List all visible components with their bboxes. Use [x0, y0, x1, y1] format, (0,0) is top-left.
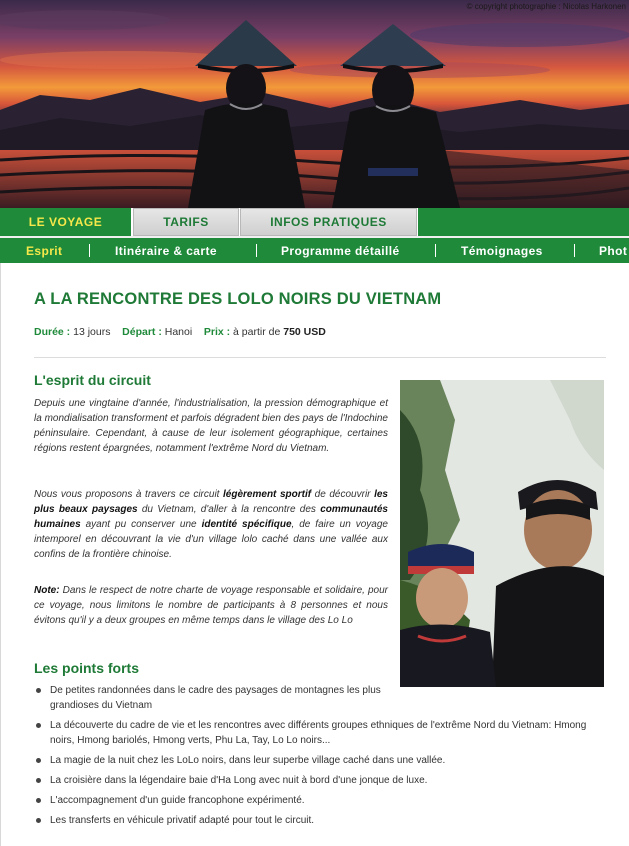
portrait-photo	[400, 380, 604, 687]
list-item: Les transferts en véhicule privatif adapté pour tout le circuit.	[34, 813, 594, 828]
tabs-filler	[418, 208, 629, 236]
list-item: De petites randonnées dans le cadre des paysages de montagnes les plus grandioses du Vietnam	[34, 683, 387, 713]
depart-value: Hanoi	[164, 326, 193, 338]
bullet-icon	[36, 758, 41, 763]
prix-prefix: à partir de	[233, 326, 281, 338]
prix-label: Prix :	[203, 326, 231, 338]
esprit-paragraph-1: Depuis une vingtaine d'année, l'industrialisation, la pression démographique et la mondialisation transforment et parfois dégradent bien des pays de l'Indochine péninsulaire. Cependant, à cause de leur isolement géographique, certaines régions restent épargnées, notamment l'extrême Nord du Vietnam.	[34, 398, 388, 454]
trip-meta	[34, 326, 326, 338]
tab-infos-pratiques[interactable]: INFOS PRATIQUES	[240, 208, 417, 236]
hero-banner	[0, 0, 629, 208]
duree-label: Durée :	[34, 326, 71, 338]
note-label: Note:	[34, 585, 60, 596]
bullet-icon	[36, 778, 41, 783]
subnav-item-photos[interactable]: Phot	[599, 243, 628, 258]
list-item: La croisière dans la légendaire baie d'Ha Long avec nuit à bord d'une jonque de luxe.	[34, 773, 594, 788]
portrait-image	[400, 380, 604, 687]
subnav-separator	[435, 244, 436, 257]
bullet-icon	[36, 723, 41, 728]
points-forts-list	[34, 683, 594, 833]
subnav-separator	[574, 244, 575, 257]
page-title: A LA RENCONTRE DES LOLO NOIRS DU VIETNAM	[34, 290, 442, 308]
bullet-icon	[36, 818, 41, 823]
copyright-notice: © copyright photographie : Nicolas Harkonen	[466, 2, 626, 11]
list-item: La magie de la nuit chez les LoLo noirs, dans leur superbe village caché dans une vallée.	[34, 753, 594, 768]
subnav-item-temoignages[interactable]: Témoignages	[461, 243, 543, 258]
list-item: L'accompagnement d'un guide francophone expérimenté.	[34, 793, 594, 808]
tab-tarifs[interactable]: TARIFS	[133, 208, 239, 236]
sub-navigation	[0, 236, 629, 263]
divider	[34, 357, 606, 358]
subnav-separator	[256, 244, 257, 257]
main-tabs	[0, 208, 629, 236]
duree-value: 13 jours	[73, 326, 111, 338]
bullet-icon	[36, 798, 41, 803]
list-item: La découverte du cadre de vie et les rencontres avec différents groupes ethniques de l'extrême Nord du Vietnam: Hmong noirs, Hmong bariolés, Hmong verts, Phu La, Tay, Lo Lo noirs...	[34, 718, 594, 748]
tab-le-voyage[interactable]: LE VOYAGE	[0, 208, 131, 236]
esprit-heading: L'esprit du circuit	[34, 372, 151, 388]
prix-value: 750 USD	[283, 326, 326, 338]
depart-label: Départ :	[122, 326, 162, 338]
points-forts-heading: Les points forts	[34, 660, 140, 676]
subnav-item-itineraire[interactable]: Itinéraire & carte	[115, 243, 217, 258]
subnav-item-esprit[interactable]: Esprit	[26, 243, 63, 258]
subnav-item-programme[interactable]: Programme détaillé	[281, 243, 400, 258]
subnav-separator	[89, 244, 90, 257]
main-content	[0, 263, 629, 846]
hero-photo	[0, 0, 629, 208]
bullet-icon	[36, 688, 41, 693]
esprit-note: Note: Dans le respect de notre charte de voyage responsable et solidaire, pour ce voyage, nous limitons le nombre de participants à 8 personnes et nous évitons qu'il y a deux groupes en même temps dans le village des Lo Lo	[34, 585, 388, 626]
esprit-paragraph-2: Nous vous proposons à travers ce circuit légèrement sportif de découvrir les plus beaux paysages du Vietnam, d'aller à la rencontre des communautés humaines ayant pu conserver une identité spécifique, de faire un voyage intemporel en découvrant la vie d'un village lolo caché dans une vallée aux confins de la frontière chinoise.	[34, 489, 388, 560]
